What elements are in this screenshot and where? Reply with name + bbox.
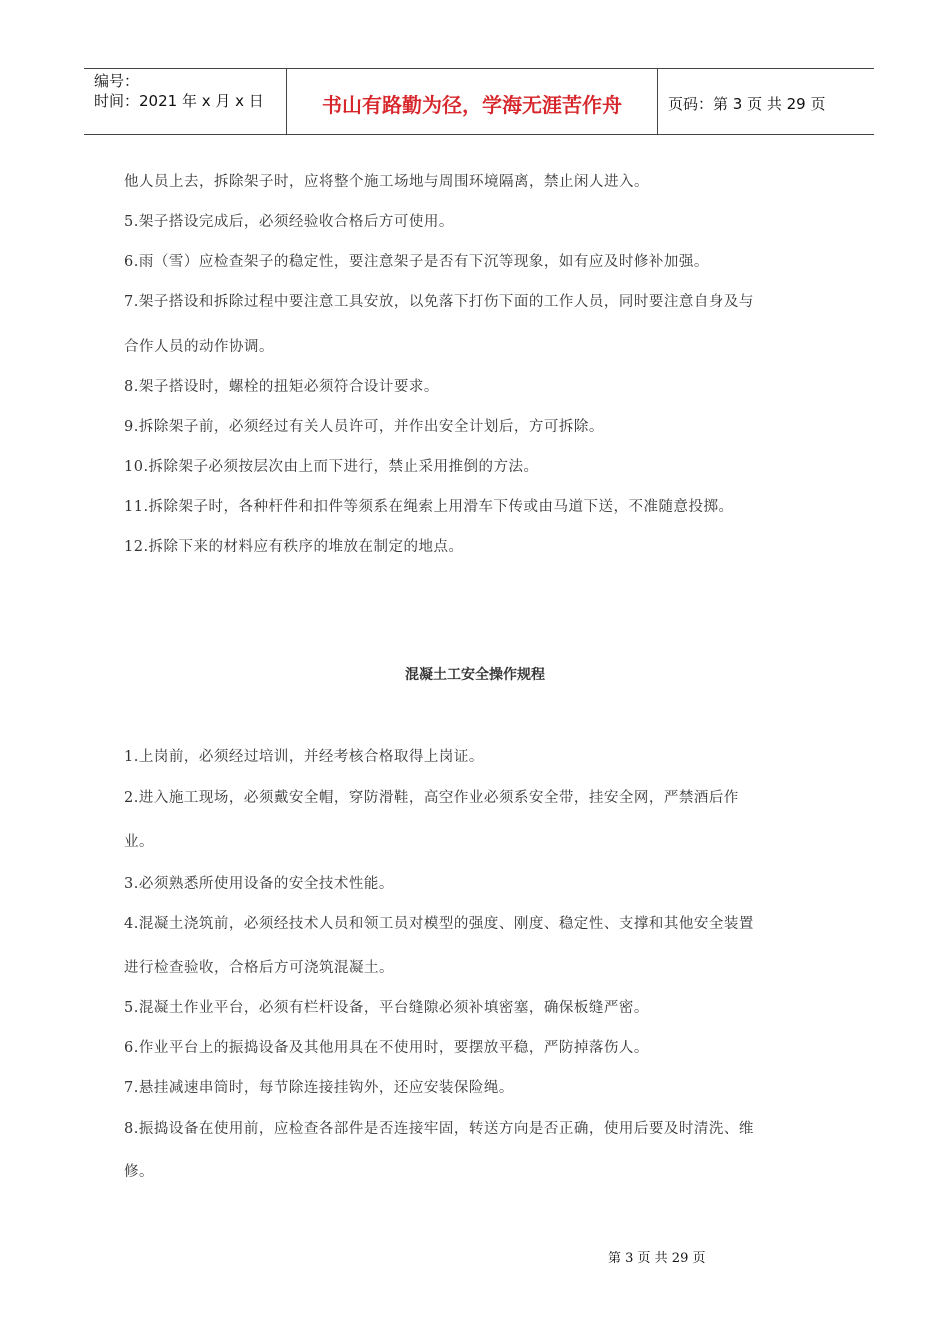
header-meta: [84, 69, 286, 134]
paragraph-line: 2.进入施工现场，必须戴安全帽，穿防滑鞋，高空作业必须系安全带，挂安全网，严禁酒后作: [124, 790, 739, 806]
page-header: [84, 68, 874, 135]
paragraph-line: 5.混凝土作业平台，必须有栏杆设备，平台缝隙必须补填密塞，确保板缝严密。: [124, 1000, 649, 1016]
paragraph-line: 7.悬挂减速串筒时，每节除连接挂钩外，还应安装保险绳。: [124, 1080, 514, 1096]
paragraph-line: 3.必须熟悉所使用设备的安全技术性能。: [124, 876, 394, 892]
paragraph-line: 进行检查验收，合格后方可浇筑混凝土。: [124, 960, 394, 976]
paragraph-line: 12.拆除下来的材料应有秩序的堆放在制定的地点。: [124, 539, 464, 555]
time-label: 时间：2021 年 x 月 x 日: [94, 92, 264, 110]
paragraph-line: 6.雨（雪）应检查架子的稳定性，要注意架子是否有下沉等现象，如有应及时修补加强。: [124, 254, 709, 270]
paragraph-line: 1.上岗前，必须经过培训，并经考核合格取得上岗证。: [124, 749, 484, 765]
paragraph-line: 5.架子搭设完成后，必须经验收合格后方可使用。: [124, 214, 454, 230]
paragraph-line: 11.拆除架子时，各种杆件和扣件等须系在绳索上用滑车下传或由马道下送，不准随意投掷。: [124, 499, 734, 515]
paragraph-line: 合作人员的动作协调。: [124, 339, 274, 355]
header-motto: 书山有路勤为径，学海无涯苦作舟: [286, 69, 658, 134]
paragraph-line: 8.架子搭设时，螺栓的扭矩必须符合设计要求。: [124, 379, 439, 395]
paragraph-line: 7.架子搭设和拆除过程中要注意工具安放，以免落下打伤下面的工作人员，同时要注意自身及与: [124, 294, 754, 310]
code-label: 编号：: [94, 72, 140, 90]
paragraph-line: 业。: [124, 834, 154, 850]
paragraph-line: 修。: [124, 1164, 154, 1180]
paragraph-line: 他人员上去，拆除架子时，应将整个施工场地与周围环境隔离，禁止闲人进入。: [124, 174, 649, 190]
paragraph-line: 6.作业平台上的振捣设备及其他用具在不使用时，要摆放平稳，严防掉落伤人。: [124, 1040, 649, 1056]
header-page-info: 页码：第 3 页 共 29 页: [668, 95, 826, 113]
page-footer: 第 3 页 共 29 页: [608, 1251, 706, 1266]
paragraph-line: 8.振捣设备在使用前，应检查各部件是否连接牢固，转送方向是否正确，使用后要及时清洗、维: [124, 1121, 754, 1137]
paragraph-line: 10.拆除架子必须按层次由上而下进行，禁止采用推倒的方法。: [124, 459, 539, 475]
paragraph-line: 9.拆除架子前，必须经过有关人员许可，并作出安全计划后，方可拆除。: [124, 419, 604, 435]
paragraph-line: 4.混凝土浇筑前，必须经技术人员和领工员对模型的强度、刚度、稳定性、支撑和其他安全装置: [124, 916, 754, 932]
section-title: 混凝土工安全操作规程: [405, 667, 545, 683]
